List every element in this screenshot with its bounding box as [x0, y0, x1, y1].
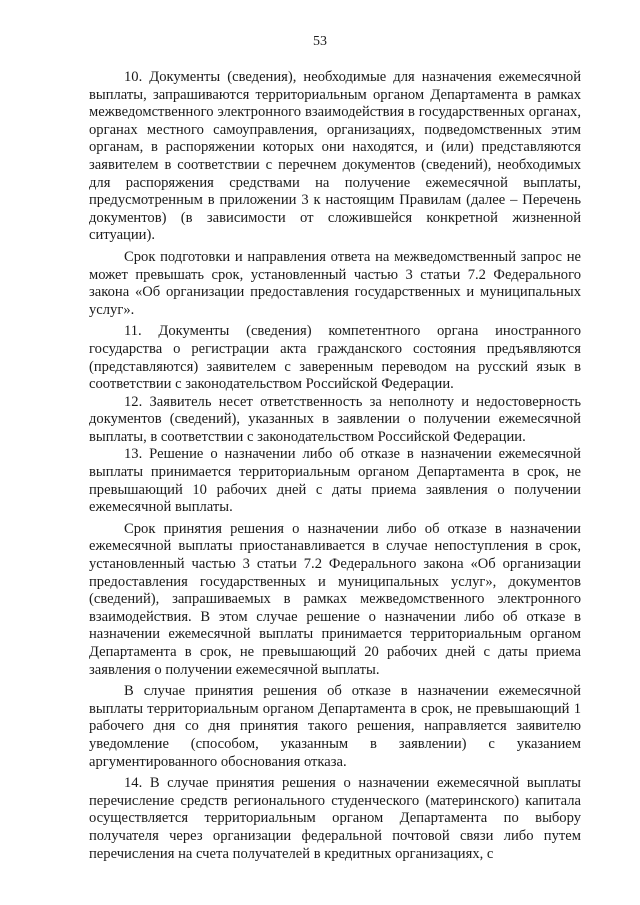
paragraph-14: 14. В случае принятия решения о назначении ежемесячной выплаты перечисление средств регионального студенческого (материнского) капитала осуществляется территориальным органом Департамента по выбору получателя через организации федеральной почтовой связи либо путем перечисления на счета получателей в кредитных организациях, с: [89, 775, 581, 862]
paragraph-refusal-notice: В случае принятия решения об отказе в назначении ежемесячной выплаты территориальным органом Департамента в срок, не превышающий 1 рабочего дня со дня принятия такого решения, направляется заявителю уведомление (способом, указанным в заявлении) с указанием аргументированного обоснования отказа.: [89, 683, 581, 770]
paragraph-12: 12. Заявитель несет ответственность за неполноту и недостоверность документов (сведений), указанных в заявлении о получении ежемесячной выплаты, в соответствии с законодательством Российской Федерации.: [89, 393, 581, 445]
document-body: [89, 69, 581, 863]
page-number: 53: [313, 34, 327, 49]
paragraph-13: 13. Решение о назначении либо об отказе в назначении ежемесячной выплаты принимается территориальным органом Департамента в срок, не превышающий 10 рабочих дней с даты приема заявления о получении ежемесячной выплаты.: [89, 446, 581, 516]
paragraph-response-deadline: Срок подготовки и направления ответа на межведомственный запрос не может превышать срок, установленный частью 3 статьи 7.2 Федерального закона «Об организации предоставления государственных и муниципальных услуг».: [89, 248, 581, 318]
paragraph-10: 10. Документы (сведения), необходимые для назначения ежемесячной выплаты, запрашиваются территориальным органом Департамента в рамках межведомственного электронного взаимодействия в государственных органах, органах местного самоуправления, организациях, подведомственных этим органам, в распоряжении которых они находятся, и (или) представляются заявителем в соответствии с перечнем документов (сведений), необходимых для распоряжения средствами на получение ежемесячной выплаты, предусмотренным в приложении 3 к настоящим Правилам (далее – Перечень документов) (в зависимости от сложившейся конкретной жизненной ситуации).: [89, 69, 581, 244]
paragraph-11: 11. Документы (сведения) компетентного органа иностранного государства о регистрации акта гражданского состояния предъявляются (представляются) заявителем с заверенным переводом на русский язык в соответствии с законодательством Российской Федерации.: [89, 323, 581, 393]
paragraph-decision-suspension: Срок принятия решения о назначении либо об отказе в назначении ежемесячной выплаты приостанавливается в случае непоступления в срок, установленный частью 3 статьи 7.2 Федерального закона «Об организации предоставления государственных и муниципальных услуг», документов (сведений), запрашиваемых в рамках межведомственного электронного взаимодействия. В этом случае решение о назначении либо об отказе в назначении ежемесячной выплаты принимается территориальным органом Департамента в срок, не превышающий 20 рабочих дней с даты приема заявления о получении ежемесячной выплаты.: [89, 520, 581, 678]
